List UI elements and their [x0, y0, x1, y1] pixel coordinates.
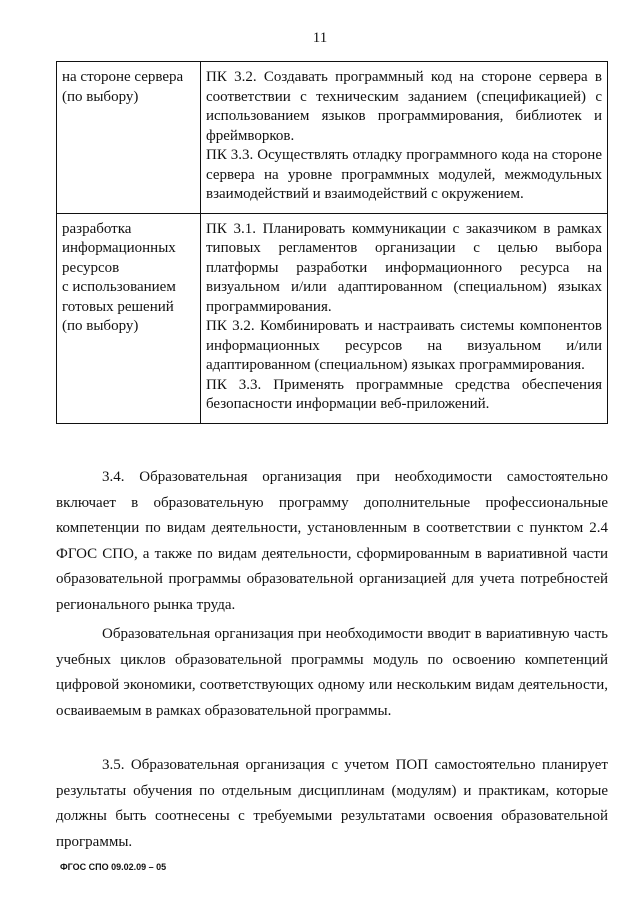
competencies-text: ПК 3.1. Планировать коммуникации с заказчиком в рамках типовых регламентов организации с целью выбора платформы разработки информационного ресурса на визуальном и/или адаптированном (специальном) языках программирования. ПК 3.2. Комбинировать и настраивать системы компонентов информационных ресурсов на визуальном и/или адаптированном (специальном) языках программирования. ПК 3.3. Применять программные средства обеспечения безопасности информации веб-приложений.	[206, 220, 602, 412]
footer-standard-code: ФГОС СПО 09.02.09 – 05	[60, 862, 167, 872]
table-cell-area	[57, 62, 201, 214]
paragraph-3-5	[56, 753, 608, 855]
table-cell-competencies	[201, 62, 608, 214]
competency-table	[56, 61, 608, 424]
page-number: 11	[312, 30, 328, 46]
activity-area-text: на стороне сервера (по выбору)	[62, 69, 184, 105]
paragraph-text: 3.5. Образовательная организация с учетом ПОП самостоятельно планирует результаты обучения по отдельным дисциплинам (модулям) и практикам, которые должны быть соотнесены с требуемыми результатами освоения образовательной программы.	[56, 757, 608, 850]
table-row	[57, 213, 608, 423]
table-row	[57, 62, 608, 214]
activity-area-text: разработка информационных ресурсов с использованием готовых решений (по выбору)	[62, 220, 176, 334]
paragraph-text: Образовательная организация при необходимости вводит в вариативную часть учебных циклов образовательной программы модуль по освоению компетенций цифровой экономики, соответствующих одному или нескольким видам деятельности, осваиваемым в рамках образовательной программы.	[56, 626, 608, 719]
table-cell-competencies	[201, 213, 608, 423]
competencies-text: ПК 3.2. Создавать программный код на стороне сервера в соответствии с техническим заданием (спецификацией) с использованием языков программирования, библиотек и фреймворков. ПК 3.3. Осуществлять отладку программного кода на стороне сервера на уровне программных модулей, межмодульных взаимодействий и взаимодействий с окружением.	[206, 69, 602, 202]
paragraph-3-4	[56, 465, 608, 618]
paragraph-digital-economy	[56, 622, 608, 724]
paragraph-text: 3.4. Образовательная организация при необходимости самостоятельно включает в образовательную программу дополнительные профессиональные компетенции по видам деятельности, установленным в соответствии с пунктом 2.4 ФГОС СПО, а также по видам деятельности, сформированным в вариативной части образовательной программы образовательной организацией для учета потребностей регионального рынка труда.	[56, 469, 608, 613]
table-cell-area	[57, 213, 201, 423]
